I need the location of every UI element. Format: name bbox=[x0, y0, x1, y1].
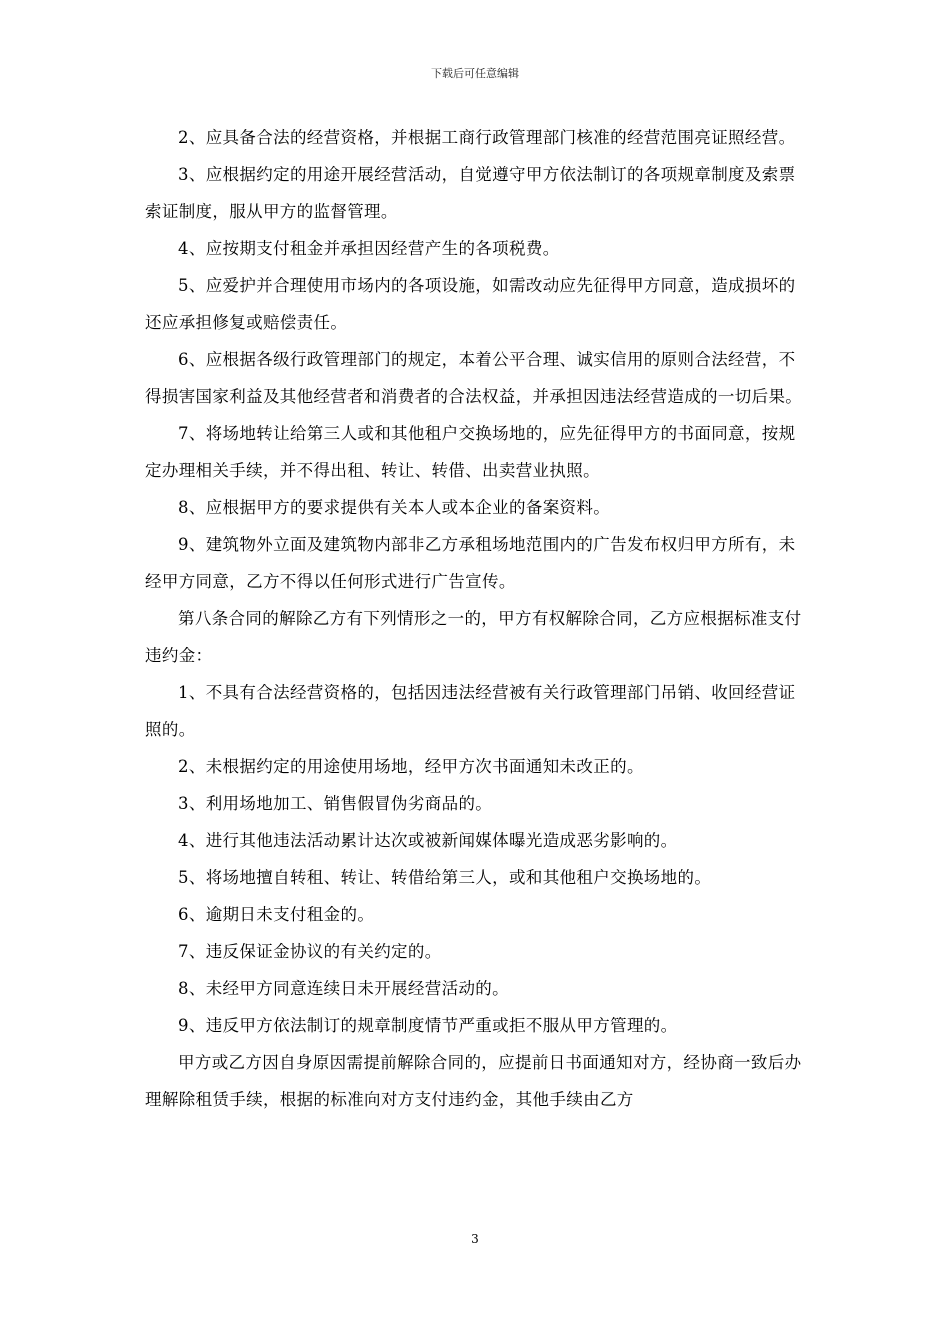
paragraph: 2、未根据约定的用途使用场地，经甲方次书面通知未改正的。 bbox=[178, 757, 644, 776]
paragraph: 4、进行其他违法活动累计达次或被新闻媒体曝光造成恶劣影响的。 bbox=[178, 831, 678, 850]
paragraph: 9、违反甲方依法制订的规章制度情节严重或拒不服从甲方管理的。 bbox=[178, 1016, 678, 1035]
paragraph: 7、将场地转让给第三人或和其他租户交换场地的，应先征得甲方的书面同意，按规定办理相关手续，并不得出租、转让、转借、出卖营业执照。 bbox=[145, 424, 796, 480]
paragraph: 8、未经甲方同意连续日未开展经营活动的。 bbox=[178, 979, 509, 998]
page-header: 下载后可任意编辑 bbox=[431, 67, 519, 80]
paragraph: 6、逾期日未支付租金的。 bbox=[178, 905, 375, 924]
paragraph: 4、应按期支付租金并承担因经营产生的各项税费。 bbox=[178, 239, 560, 258]
paragraph: 3、应根据约定的用途开展经营活动，自觉遵守甲方依法制订的各项规章制度及索票索证制度，服从甲方的监督管理。 bbox=[145, 165, 796, 221]
paragraph: 8、应根据甲方的要求提供有关本人或本企业的备案资料。 bbox=[178, 498, 611, 517]
page-number: 3 bbox=[471, 1232, 479, 1246]
paragraph: 5、应爱护并合理使用市场内的各项设施，如需改动应先征得甲方同意，造成损坏的还应承担修复或赔偿责任。 bbox=[145, 276, 796, 332]
paragraph: 6、应根据各级行政管理部门的规定，本着公平合理、诚实信用的原则合法经营，不得损害国家利益及其他经营者和消费者的合法权益，并承担因违法经营造成的一切后果。 bbox=[145, 350, 803, 406]
paragraph: 7、违反保证金协议的有关约定的。 bbox=[178, 942, 442, 961]
document-body bbox=[145, 119, 809, 1118]
paragraph: 2、应具备合法的经营资格，并根据工商行政管理部门核准的经营范围亮证照经营。 bbox=[178, 128, 796, 147]
paragraph: 甲方或乙方因自身原因需提前解除合同的，应提前日书面通知对方，经协商一致后办理解除租赁手续，根据的标准向对方支付违约金，其他手续由乙方 bbox=[145, 1053, 802, 1109]
paragraph: 5、将场地擅自转租、转让、转借给第三人，或和其他租户交换场地的。 bbox=[178, 868, 712, 887]
paragraph: 1、不具有合法经营资格的，包括因违法经营被有关行政管理部门吊销、收回经营证照的。 bbox=[145, 683, 796, 739]
paragraph: 3、利用场地加工、销售假冒伪劣商品的。 bbox=[178, 794, 493, 813]
section-heading-paragraph: 第八条合同的解除乙方有下列情形之一的，甲方有权解除合同，乙方应根据标准支付违约金： bbox=[145, 609, 802, 665]
paragraph: 9、建筑物外立面及建筑物内部非乙方承租场地范围内的广告发布权归甲方所有，未经甲方同意，乙方不得以任何形式进行广告宣传。 bbox=[145, 535, 796, 591]
